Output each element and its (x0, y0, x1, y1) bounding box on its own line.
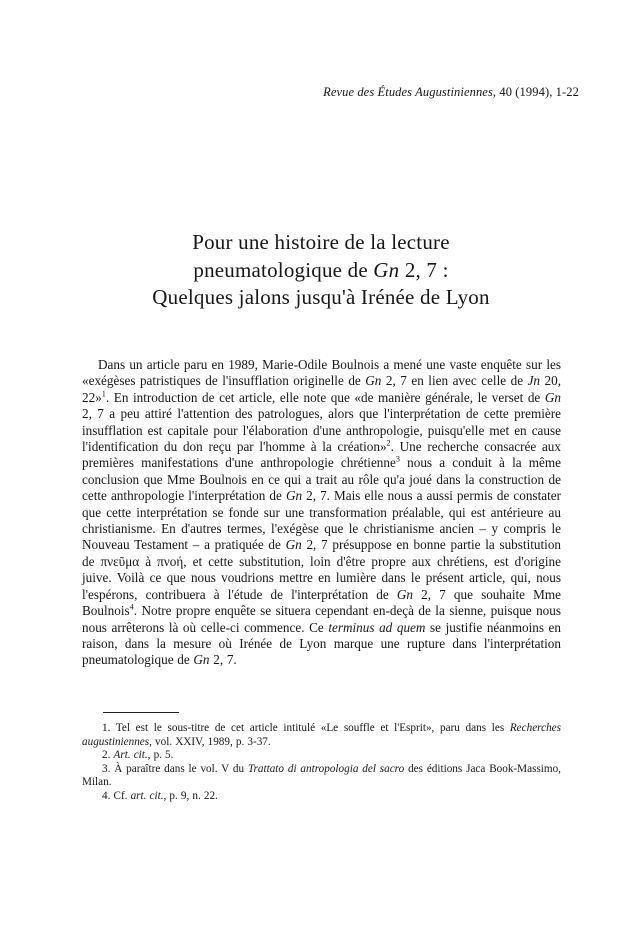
article-title-line-2: pneumatologique de Gn 2, 7 : (193, 257, 449, 282)
footnote-1: 1. Tel est le sous-titre de cet article intitulé «Le souffle et l'Esprit», paru dans les Recherches augustiniennes, vol. XXIV, 1989, p. 3-37. (82, 722, 561, 748)
running-head: Revue des Études Augustiniennes, 40 (1994), 1-22 (323, 85, 579, 99)
footnote-2: 2. Art. cit., p. 5. (102, 749, 174, 761)
article-body (82, 357, 561, 669)
footnote-separator (103, 712, 179, 713)
article-title-line-1: Pour une histoire de la lecture (192, 230, 450, 254)
article-title (0, 229, 642, 312)
body-paragraph: Dans un article paru en 1989, Marie-Odile Boulnois a mené une vaste enquête sur les «exégèses patristiques de l'insufflation originelle de Gn 2, 7 en lien avec celle de Jn 20, 22»$^1$. En introduction de cet article, elle note que «de manière générale, le verset de Gn 2, 7 a peu attiré l'attention des patrologues, alors que l'interprétation de cette première insufflation est capitale pour l'élaboration d'une anthropologie, puisqu'elle met en cause l'identification du don reçu par l'homme à la création»$^2$. Une recherche consacrée aux premières manifestations d'une anthropologie chrétienne$^3$ nous a conduit à la même conclusion que Mme Boulnois en ce qui a trait au rôle qu'a joué dans la construction de cette anthropologie l'interprétation de Gn 2, 7. Mais elle nous a aussi permis de constater que cette interprétation se fonde sur une transformation préalable, qui est antérieure au christianisme. En d'autres termes, l'exégèse que le christianisme ancien – y compris le Nouveau Testament – a pratiquée de Gn 2, 7 présuppose en bonne partie la substitution de πνεῦμα à πνοή, et cette substitution, loin d'être propre aux chrétiens, est d'origine juive. Voilà ce que nous voudrions mettre en lumière dans le présent article, qui, nous l'espérons, contribuera à l'étude de l'interprétation de Gn 2, 7 que souhaite Mme Boulnois$^4$. Notre propre enquête se situera cependant en-deçà de la sienne, puisque nous nous arrêterons là où celle-ci commence. Ce terminus ad quem se justifie néanmoins en raison, dans la mesure où Irénée de Lyon marque une rupture dans l'interprétation pneumatologique de Gn 2, 7. (82, 357, 562, 668)
footnote-4: 4. Cf. art. cit., p. 9, n. 22. (102, 789, 218, 802)
footnote-3: 3. À paraître dans le vol. V du Trattato di antropologia del sacro des éditions Jaca Book-Massimo, Milan. (82, 762, 561, 788)
article-title-line-3: Quelques jalons jusqu'à Irénée de Lyon (152, 285, 490, 309)
footnotes-section (82, 712, 561, 803)
